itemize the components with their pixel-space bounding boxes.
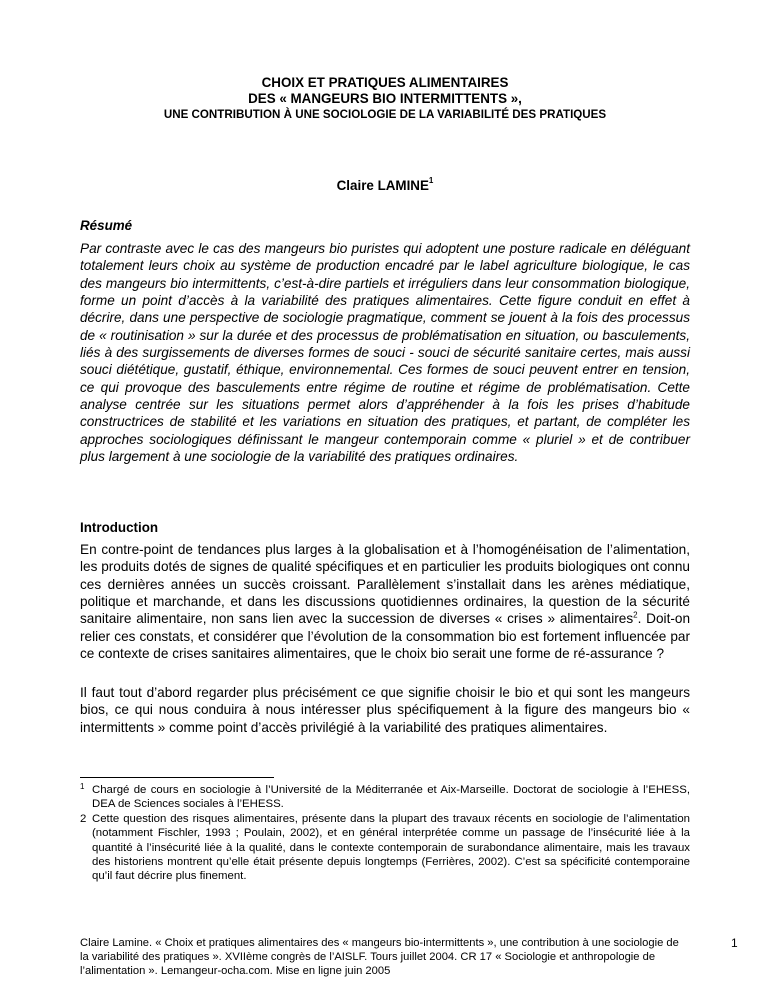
citation-footer: Claire Lamine. « Choix et pratiques alimentaires des « mangeurs bio-intermittents », une contribution à une sociologie de la variabilité des pratiques ». XVIIème congrès de l’AISLF. Tours juillet 2004. CR 17 « Sociologie et anthropologie de l’alimentation ». Lemangeur-ocha.com. Mise en ligne juin 2005 [80, 937, 679, 978]
footnote-divider [80, 777, 274, 778]
footnote-2 [80, 812, 690, 883]
page-number: 1 [731, 936, 738, 950]
paper-title [80, 75, 690, 122]
introduction-paragraph-1 [80, 541, 690, 662]
title-line-1: CHOIX ET PRATIQUES ALIMENTAIRES [261, 75, 509, 90]
footnote-number: 2 [80, 813, 87, 825]
introduction-heading: Introduction [80, 520, 159, 535]
title-line-2: DES « MANGEURS BIO INTERMITTENTS », [248, 91, 522, 106]
footnote-text: Cette question des risques alimentaires, présente dans la plupart des travaux récents en sociologie de l’alimentation (notamment Fischler, 1993 ; Poulain, 2002), et en général interprétée comme un passage de l’insécurité liée à la quantité à l’insécurité liée à la qualité, dans le contexte contemporain de surabondance alimentaire, mais les travaux des historiens montrent qu’elle était présente depuis longtemps (Ferrières, 2002). C’est sa spécificité contemporaine qu’il faut décrire plus finement. [92, 813, 690, 883]
author-name: Claire LAMINE [336, 178, 429, 193]
intro-p1-text-b: . Doit-on relier ces constats, et considérer que l’évolution de la consommation bio est fortement influencée par ce contexte de crises sanitaires alimentaires, que le choix bio serait une forme de ré-assurance ? [80, 611, 691, 662]
footnote-number: 1 [80, 782, 85, 791]
author [80, 178, 690, 193]
title-line-3: UNE CONTRIBUTION À UNE SOCIOLOGIE DE LA VARIABILITÉ DES PRATIQUES [163, 108, 607, 121]
footnote-1 [80, 783, 690, 812]
abstract-text: Par contraste avec le cas des mangeurs bio puristes qui adoptent une posture radicale en déléguant totalement leurs choix au système de production encadré par le label agriculture biologique, le cas des mangeurs bio intermittents, c’est-à-dire partiels et irréguliers dans leur consommation biologique, forme un point d’accès à la variabilité des pratiques alimentaires. Cette figure conduit en effet à décrire, dans une perspective de sociologie pragmatique, comment se jouent à la fois des processus de « routinisation » sur la durée et des processus de problématisation en situation, ou basculements, liés à des surgissements de diverses formes de souci - souci de sécurité sanitaire certes, mais aussi souci diététique, gustatif, éthique, environnemental. Ces formes de souci peuvent entrer en tension, ce qui provoque des basculements entre régime de routine et régime de problématisation. Cette analyse centrée sur les situations permet alors d’appréhender à la fois les prises d’habitude constructrices de stabilité et les variations en situation des pratiques, et partant, de compléter les approches sociologiques définissant le mangeur contemporain comme « pluriel » et de contribuer plus largement à une sociologie de la variabilité des pratiques ordinaires. [80, 241, 690, 465]
introduction-paragraph-2: Il faut tout d’abord regarder plus précisément ce que signifie choisir le bio et qui sont les mangeurs bios, ce qui nous conduira à nous intéresser plus spécifiquement à la figure des mangeurs bio « intermittents » comme point d’accès privilégié à la variabilité des pratiques alimentaires. [80, 685, 690, 735]
author-note-ref[interactable]: 1 [428, 176, 434, 185]
intro-p1-text-a: En contre-point de tendances plus larges à la globalisation et à l’homogénéisation de l’alimentation, les produits dotés de signes de qualité spécifiques et en particulier les produits biologiques ont connu ces dernières années un succès croissant. Parallèlement s’installait dans les arènes médiatique, politique et marchande, et dans les discussions quotidiennes ordinaires, la question de la sécurité sanitaire alimentaire, non sans lien avec la succession de diverses « crises » alimentaires [80, 542, 690, 627]
abstract-heading: Résumé [80, 218, 133, 233]
footnote-text: Chargé de cours en sociologie à l’Université de la Méditerranée et Aix-Marseille. Doctorat de sociologie à l’EHESS, DEA de Sciences sociales à l’EHESS. [92, 784, 690, 811]
footnote-ref-2[interactable]: 2 [633, 610, 638, 620]
